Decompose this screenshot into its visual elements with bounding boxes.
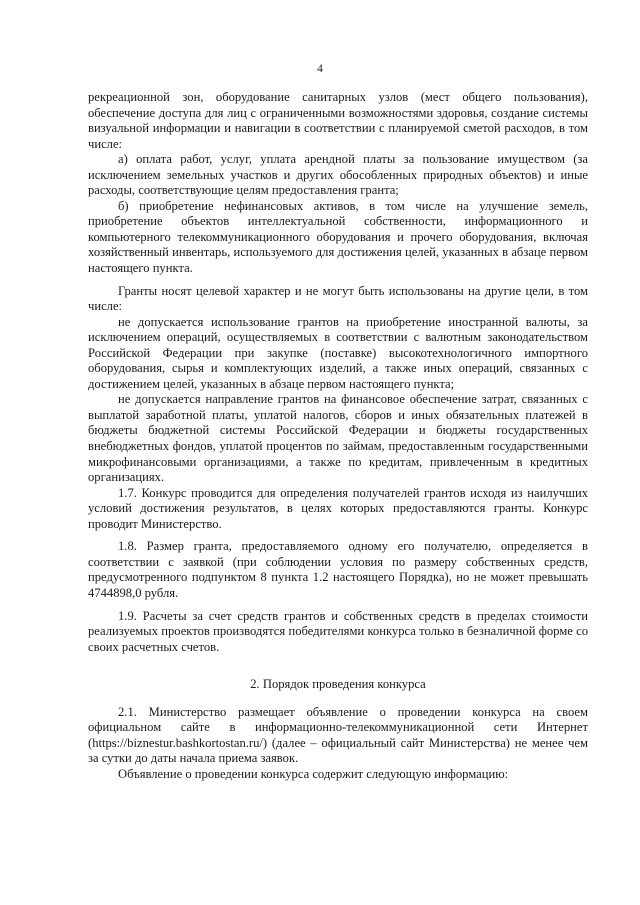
paragraph-continuation: рекреационной зон, оборудование санитарных узлов (мест общего пользования), обеспечение доступа для лиц с ограниченными возможностями здоровья, создание системы визуальной информации и навигации в соответствии с планируемой сметой расходов, в том числе:: [88, 90, 588, 151]
paragraph-2-1: 2.1. Министерство размещает объявление о проведении конкурса на своем официальном сайте в информационно-телекоммуникационной сети Интернет (https://biznestur.bashkortostan.ru/) (далее – официальный сайт Министерства) не менее чем за сутки до даты начала приема заявок.: [88, 704, 588, 766]
paragraph-grants-purpose: Гранты носят целевой характер и не могут быть использованы на другие цели, в том числе:: [88, 283, 588, 314]
paragraph-1-9: 1.9. Расчеты за счет средств грантов и собственных средств в пределах стоимости реализуемых проектов производятся победителями конкурса только в безналичной форме со своих расчетных счетов.: [88, 608, 588, 654]
document-body: [88, 90, 588, 782]
paragraph-1-7: 1.7. Конкурс проводится для определения получателей грантов исходя из наилучших условий достижения результатов, в целях которых предоставляются гранты. Конкурс проводит Министерство.: [88, 485, 588, 531]
paragraph-currency-restriction: не допускается использование грантов на приобретение иностранной валюты, за исключением операций, осуществляемых в соответствии с валютным законодательством Российской Федерации при закупке (поставке) высокотехнологичного импортного оборудования, сырья и комплектующих изделий, а также иных операций, связанных с достижением целей, указанных в абзаце первом настоящего пункта;: [88, 314, 588, 391]
page-number: 4: [317, 63, 323, 75]
section-heading: 2. Порядок проведения конкурса: [250, 677, 426, 692]
paragraph-1-8: 1.8. Размер гранта, предоставляемого одному его получателю, определяется в соответствии с заявкой (при соблюдении условия по размеру собственных средств, предусмотренного подпунктом 8 пункта 1.2 настоящего Порядка), но не может превышать 4744898,0 рубля.: [88, 539, 588, 600]
paragraph-item-a: а) оплата работ, услуг, уплата арендной платы за пользование имуществом (за исключением земельных участков и других обособленных природных объектов) и иные расходы, соответствующие целям предоставления гранта;: [88, 152, 588, 198]
paragraph-costs-restriction: не допускается направление грантов на финансовое обеспечение затрат, связанных с выплатой заработной платы, уплатой налогов, сборов и иных обязательных платежей в бюджеты бюджетной системы Российской Федерации и бюджеты государственных внебюджетных фондов, уплатой процентов по займам, предоставленным государственными микрофинансовыми организациями, а также по кредитам, привлеченным в кредитных организациях.: [88, 392, 588, 485]
paragraph-announcement: Объявление о проведении конкурса содержит следующую информацию:: [118, 766, 509, 781]
paragraph-item-b: б) приобретение нефинансовых активов, в том числе на улучшение земель, приобретение объектов интеллектуальной собственности, информационного и компьютерного телекоммуникационного оборудования и прочего оборудования, включая хозяйственный инвентарь, используемого для достижения целей, указанных в абзаце первом настоящего пункта.: [88, 198, 588, 276]
